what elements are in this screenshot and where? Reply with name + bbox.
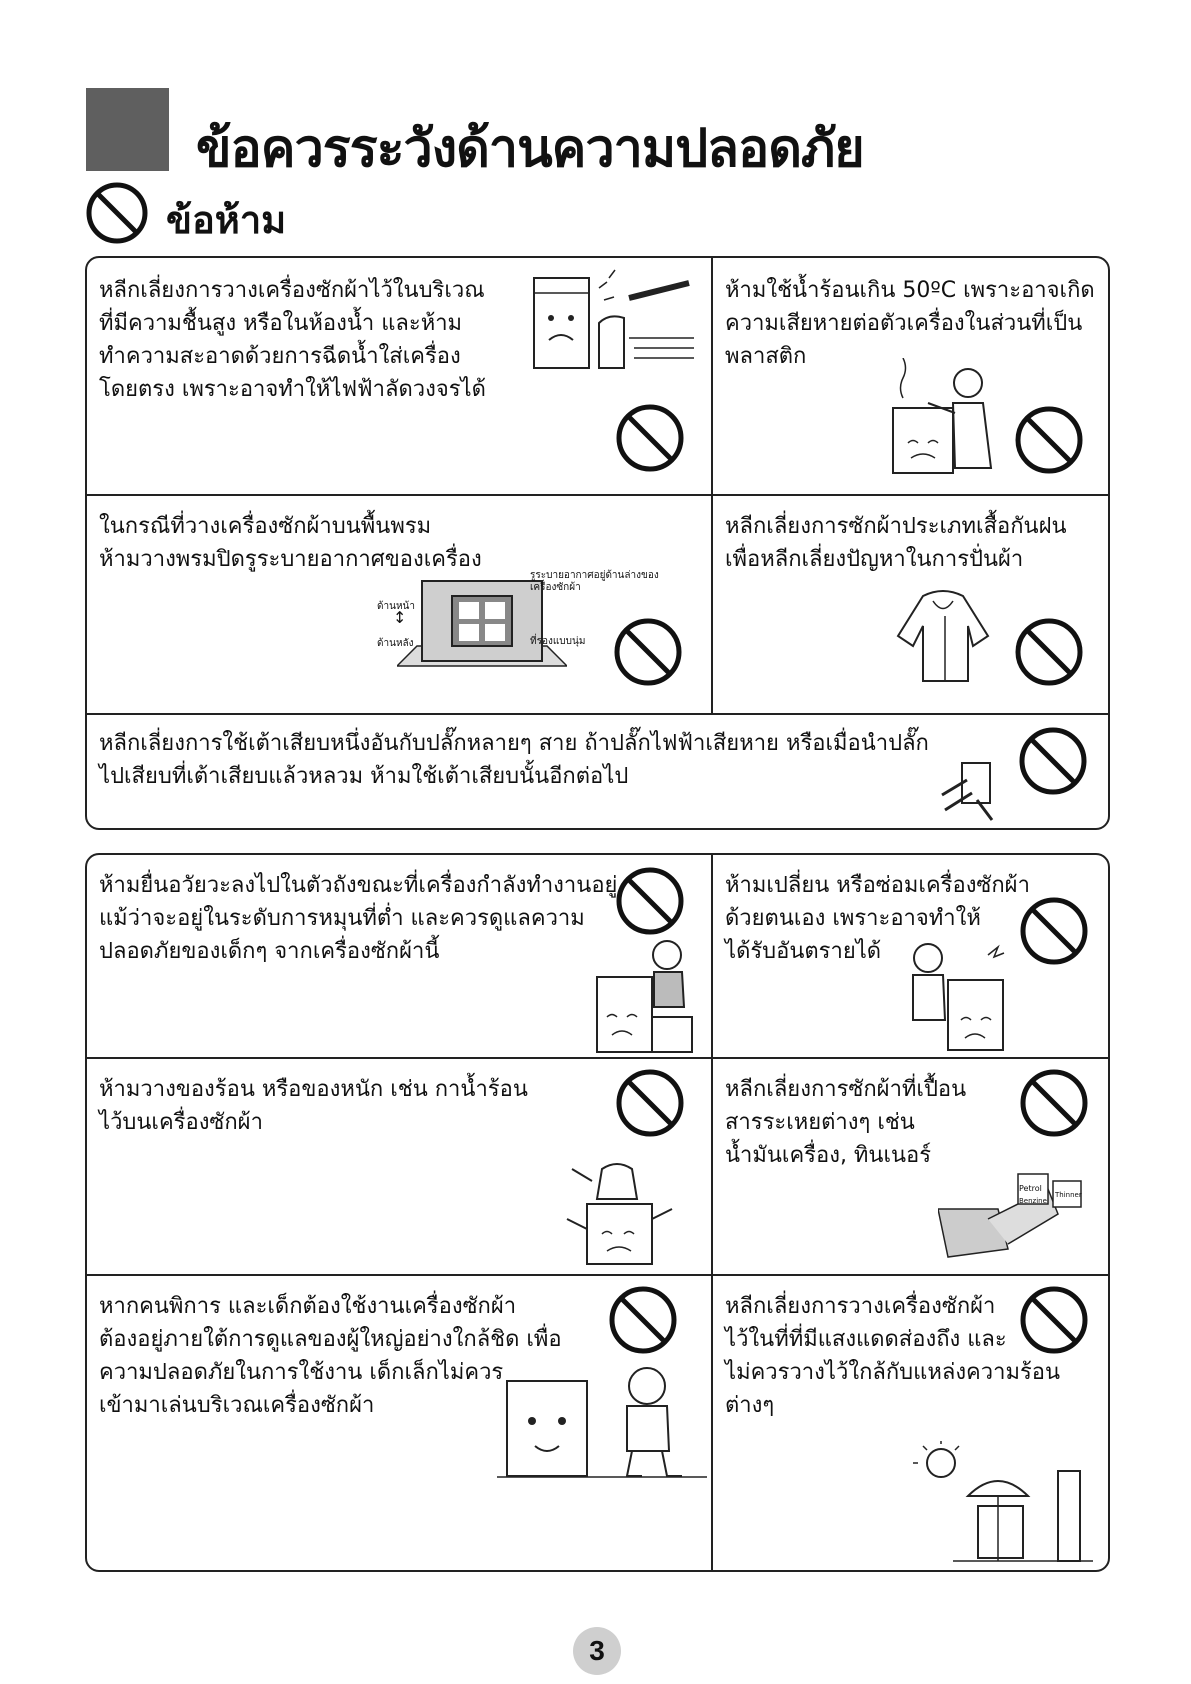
child-and-machine-illustration bbox=[497, 1361, 707, 1481]
prohibition-icon bbox=[614, 1067, 686, 1139]
thinner-label: Thinner bbox=[1055, 1191, 1082, 1199]
warning-drum-text: ห้ามยื่นอวัยวะลงไปในตัวถังขณะที่เครื่องกำลังทำงานอยู่ แม้ว่าจะอยู่ในระดับการหมุนที่ต่ำ และควรดูแลความ ปลอดภัยของเด็กๆ จากเครื่องซักผ้านี้ bbox=[99, 873, 618, 964]
prohibitions-heading: ข้อห้าม bbox=[166, 198, 287, 242]
front-label: ด้านหน้า bbox=[377, 601, 415, 612]
solvent-clothes-illustration bbox=[938, 1169, 1088, 1259]
carpet-label: ที่รองแบบนุ่ม bbox=[530, 636, 586, 647]
petrol-label: Petrol bbox=[1019, 1184, 1042, 1193]
warning-children-text: หากคนพิการ และเด็กต้องใช้งานเครื่องซักผ้า ต้องอยู่ภายใต้การดูแลของผู้ใหญ่อย่างใกล้ชิด เพื่อ ความปลอดภัยในการใช้งาน เด็กเล็กไม่ควร เข้ามาเล่นบริเวณเครื่องซักผ้า bbox=[99, 1294, 562, 1418]
prohibition-icon bbox=[614, 865, 686, 937]
child-on-machine-illustration bbox=[592, 937, 702, 1055]
warning-hot-objects-text: ห้ามวางของร้อน หรือของหนัก เช่น กาน้ำร้อน ไว้บนเครื่องซักผ้า bbox=[99, 1077, 528, 1135]
warning-sunlight-cell bbox=[713, 1276, 1108, 1570]
prohibition-icon bbox=[1018, 1067, 1090, 1139]
warning-raincoat-cell bbox=[713, 496, 1108, 713]
plug-socket-illustration bbox=[937, 755, 1007, 825]
warning-socket-text: หลีกเลี่ยงการใช้เต้าเสียบหนึ่งอันกับปลั๊กหลายๆ สาย ถ้าปลั๊กไฟฟ้าเสียหาย หรือเมื่อนำปลั๊ก ไปเสียบที่เต้าเสียบแล้วหลวม ห้ามใช้เต้าเสียบนั้นอีกต่อไป bbox=[99, 731, 929, 789]
prohibition-icon bbox=[1013, 616, 1085, 688]
prohibition-icon bbox=[1018, 1284, 1090, 1356]
warning-hot-water-cell bbox=[713, 258, 1108, 494]
prohibition-icon bbox=[614, 402, 686, 474]
warning-children-cell bbox=[87, 1276, 711, 1570]
page-title: ข้อควรระวังด้านความปลอดภัย bbox=[196, 119, 864, 179]
warning-raincoat-text: หลีกเลี่ยงการซักผ้าประเภทเสื้อกันฝน เพื่อหลีกเลี่ยงปัญหาในการปั่นผ้า bbox=[725, 514, 1067, 572]
repair-illustration bbox=[893, 940, 1013, 1052]
prohibition-icon bbox=[1013, 404, 1085, 476]
raincoat-illustration bbox=[893, 586, 998, 686]
vent-label: รูระบายอากาศอยู่ด้านล่างของ เครื่องซักผ้า bbox=[530, 570, 659, 593]
page-number: 3 bbox=[573, 1627, 621, 1675]
arrow-icon: ↕ bbox=[393, 608, 407, 627]
prohibition-icon bbox=[1017, 725, 1089, 797]
water-spray-illustration bbox=[529, 268, 699, 378]
warning-repair-text: ห้ามเปลี่ยน หรือซ่อมเครื่องซักผ้า ด้วยตนเอง เพราะอาจทำให้ ได้รับอันตรายได้ bbox=[725, 873, 1030, 964]
prohibition-icon bbox=[1018, 895, 1090, 967]
warning-solvent-cell bbox=[713, 1059, 1108, 1274]
sunlight-heater-illustration bbox=[913, 1441, 1093, 1566]
prohibition-icon bbox=[84, 180, 150, 246]
warning-carpet-text: ในกรณีที่วางเครื่องซักผ้าบนพื้นพรม ห้ามวางพรมปิดรูระบายอากาศของเครื่อง bbox=[99, 514, 482, 572]
warning-drum-cell bbox=[87, 855, 711, 1057]
warning-solvent-text: หลีกเลี่ยงการซักผ้าที่เปื้อน สารระเหยต่างๆ เช่น น้ำมันเครื่อง, ทินเนอร์ bbox=[725, 1077, 967, 1168]
warning-humidity-text: หลีกเลี่ยงการวางเครื่องซักผ้าไว้ในบริเวณ ที่มีความชื้นสูง หรือในห้องน้ำ และห้าม ทำความสะอาดด้วยการฉีดน้ำใส่เครื่อง โดยตรง เพราะอาจทำให้ไฟฟ้าลัดวงจรได้ bbox=[99, 278, 486, 402]
back-label: ด้านหลัง bbox=[377, 638, 414, 649]
prohibition-icon bbox=[607, 1284, 679, 1356]
warning-hot-objects-cell bbox=[87, 1059, 711, 1274]
warning-carpet-cell bbox=[87, 496, 711, 713]
hot-water-illustration bbox=[883, 358, 1003, 478]
prohibition-icon bbox=[612, 616, 684, 688]
section-marker-square bbox=[86, 88, 169, 171]
warning-socket-cell bbox=[87, 715, 1108, 828]
warning-hot-water-text: ห้ามใช้น้ำร้อนเกิน 50ºC เพราะอาจเกิด ความเสียหายต่อตัวเครื่องในส่วนที่เป็น พลาสติก bbox=[725, 278, 1095, 369]
warning-humidity-cell bbox=[87, 258, 711, 494]
benzine-label: Benzine bbox=[1019, 1197, 1047, 1205]
kettle-on-machine-illustration bbox=[562, 1159, 677, 1267]
warning-sunlight-text: หลีกเลี่ยงการวางเครื่องซักผ้า ไว้ในที่ที่มีแสงแดดส่องถึง และ ไม่ควรวางไว้ใกล้กับแหล่งความร้อนต่างๆ bbox=[725, 1294, 1061, 1418]
prohibitions-box-1 bbox=[85, 256, 1110, 830]
warning-repair-cell bbox=[713, 855, 1108, 1057]
prohibitions-box-2 bbox=[85, 853, 1110, 1572]
